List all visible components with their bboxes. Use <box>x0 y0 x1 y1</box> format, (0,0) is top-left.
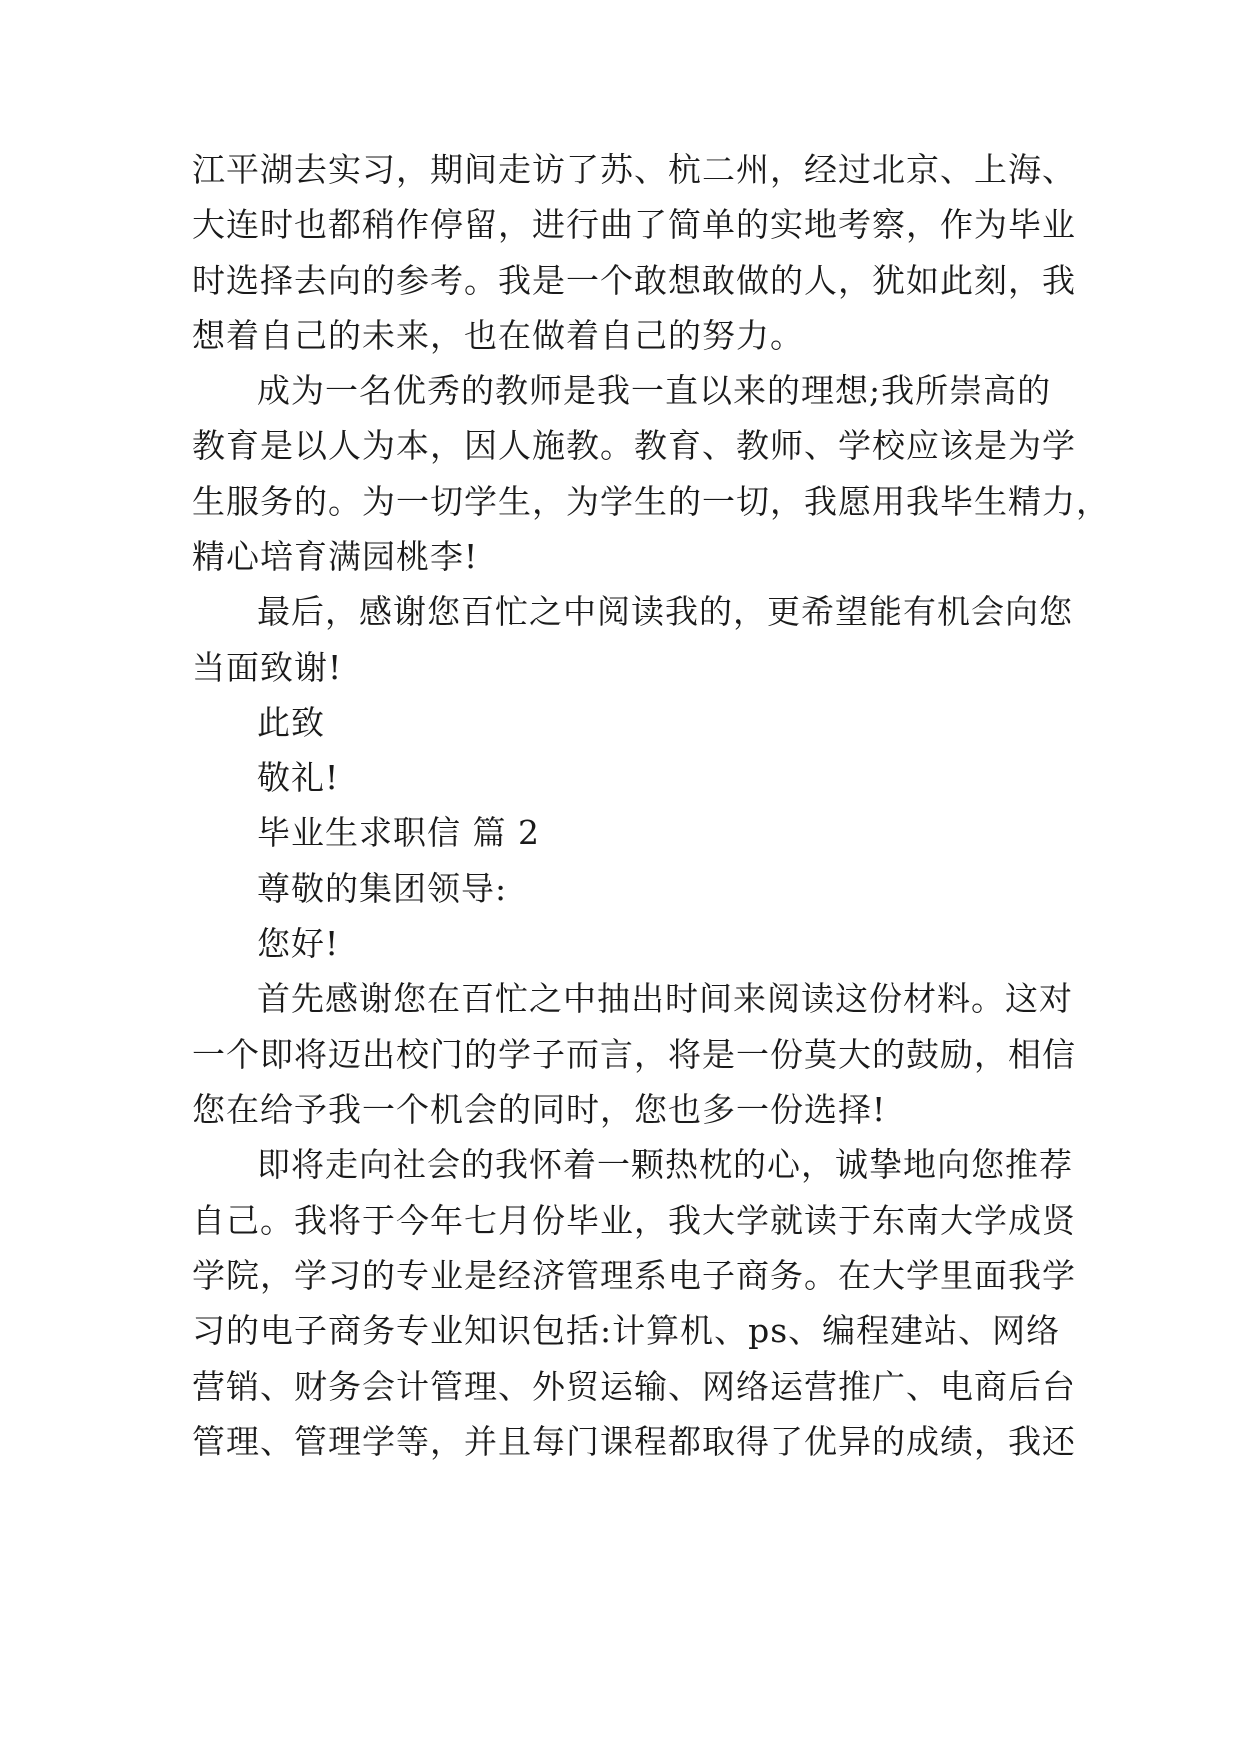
closing-regards: 敬礼! <box>257 758 340 797</box>
text-line: 您在给予我一个机会的同时，您也多一份选择! <box>192 1090 887 1129</box>
text-line: 习的电子商务专业知识包括:计算机、ps、编程建站、网络 <box>192 1311 1061 1350</box>
text-line: 大连时也都稍作停留，进行曲了简单的实地考察，作为毕业 <box>192 205 1076 244</box>
text-line: 时选择去向的参考。我是一个敢想敢做的人，犹如此刻，我 <box>192 261 1076 300</box>
paragraph-start: 最后，感谢您百忙之中阅读我的，更希望能有机会向您 <box>257 592 1073 631</box>
paragraph-start: 首先感谢您在百忙之中抽出时间来阅读这份材料。这对 <box>257 979 1073 1018</box>
text-line: 精心培育满园桃李! <box>192 537 479 576</box>
text-line: 想着自己的未来，也在做着自己的努力。 <box>192 316 804 355</box>
text-line: 当面致谢! <box>192 648 343 687</box>
text-line: 自己。我将于今年七月份毕业，我大学就读于东南大学成贤 <box>192 1201 1076 1240</box>
closing-salutation: 此致 <box>257 703 325 742</box>
text-line: 管理、管理学等，并且每门课程都取得了优异的成绩，我还 <box>192 1422 1076 1461</box>
section-heading: 毕业生求职信 篇 2 <box>257 813 540 852</box>
text-line: 生服务的。为一切学生，为学生的一切，我愿用我毕生精力， <box>192 482 1110 521</box>
greeting-line: 您好! <box>257 924 340 963</box>
paragraph-start: 成为一名优秀的教师是我一直以来的理想;我所崇高的 <box>257 371 1052 410</box>
text-line: 教育是以人为本，因人施教。教育、教师、学校应该是为学 <box>192 426 1076 465</box>
text-line: 营销、财务会计管理、外贸运输、网络运营推广、电商后台 <box>192 1367 1076 1406</box>
greeting-line: 尊敬的集团领导: <box>257 869 508 908</box>
text-line: 江平湖去实习，期间走访了苏、杭二州，经过北京、上海、 <box>192 150 1076 189</box>
text-line: 一个即将迈出校门的学子而言，将是一份莫大的鼓励，相信 <box>192 1035 1076 1074</box>
paragraph-start: 即将走向社会的我怀着一颗热枕的心，诚挚地向您推荐 <box>257 1145 1073 1184</box>
text-line: 学院，学习的专业是经济管理系电子商务。在大学里面我学 <box>192 1256 1076 1295</box>
